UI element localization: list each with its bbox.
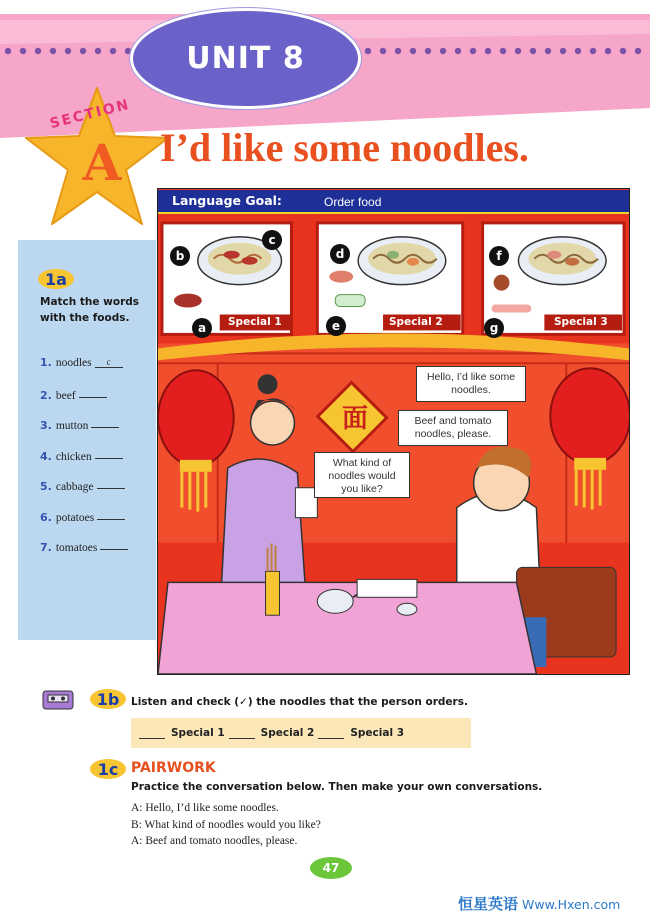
section-label: SECTION — [48, 96, 132, 133]
food-word-item — [40, 448, 150, 479]
noodle-sign-character: 面 — [341, 404, 368, 434]
answer-blank[interactable] — [79, 387, 107, 398]
check-blank-1[interactable] — [139, 728, 165, 739]
menu-letter-f: f — [489, 246, 509, 266]
noodle-bowl-icon — [358, 237, 446, 285]
language-goal-value: Order food — [324, 195, 382, 209]
item-number: 1. — [40, 356, 52, 369]
unit-title: UNIT 8 — [186, 41, 305, 76]
item-number: 5. — [40, 480, 52, 493]
cassette-icon — [42, 690, 74, 710]
watermark-url: Www.Hxen.com — [522, 897, 621, 912]
speech-bubble-hello: Hello, I’d like some noodles. — [416, 366, 526, 402]
food-word-item — [40, 387, 150, 418]
page-number-badge — [310, 857, 352, 879]
item-number: 3. — [40, 419, 52, 432]
food-word-item — [40, 509, 150, 540]
food-word: cabbage — [55, 481, 94, 493]
answer-blank[interactable] — [97, 509, 125, 520]
exercise-1b-badge — [88, 688, 128, 710]
food-word-item — [40, 356, 150, 387]
item-number: 6. — [40, 510, 52, 524]
answer-blank[interactable]: c — [95, 357, 123, 368]
pairwork-heading: PAIRWORK — [131, 760, 216, 776]
answer-blank[interactable] — [100, 539, 128, 550]
food-word: chicken — [55, 450, 92, 463]
answer-blank[interactable] — [95, 448, 123, 459]
food-word-item — [40, 539, 150, 570]
section-letter: A — [82, 133, 122, 192]
exercise-1c-label: 1c — [97, 760, 119, 779]
item-number: 2. — [40, 388, 52, 402]
food-word: mutton — [55, 420, 89, 432]
option-special-2: Special 2 — [260, 727, 315, 739]
conversation-list — [131, 802, 531, 852]
menu-caption-special-2: Special 2 — [389, 316, 443, 328]
page-title: I’d like some noodles. — [160, 125, 529, 170]
conversation-line: B: What kind of noodles would you like? — [131, 818, 321, 831]
item-number: 4. — [40, 449, 52, 463]
conversation-line: A: Hello, I’d like some noodles. — [131, 802, 279, 814]
menu-caption-special-1: Special 1 — [228, 316, 282, 328]
noodle-bowl-icon — [518, 237, 606, 285]
exercise-1a-label: 1a — [45, 270, 67, 289]
menu-letter-d: d — [330, 244, 350, 264]
food-word: beef — [55, 389, 76, 402]
chopsticks-icon — [266, 571, 280, 615]
food-word-item — [40, 478, 150, 509]
restaurant-illustration — [157, 188, 630, 675]
menu-letter-b: b — [170, 246, 190, 266]
menu-letter-c: c — [262, 230, 282, 250]
conversation-line: A: Beef and tomato noodles, please. — [131, 835, 298, 847]
menu-letter-a: a — [192, 318, 212, 338]
exercise-1b-instruction: Listen and check (✓) the noodles that the person orders. — [131, 696, 468, 708]
page-number: 47 — [322, 861, 340, 875]
answer-blank[interactable] — [91, 417, 119, 428]
language-goal-label: Language Goal: — [172, 193, 282, 208]
option-special-3: Special 3 — [350, 727, 405, 739]
watermark-brand: 恒星英语 — [458, 895, 519, 913]
option-special-1: Special 1 — [171, 727, 225, 739]
food-word-item — [40, 417, 150, 448]
exercise-1c-badge — [88, 758, 128, 780]
check-blank-3[interactable] — [318, 728, 344, 739]
exercise-1a-instruction: Match the words with the foods. — [40, 296, 140, 324]
speech-bubble-beef: Beef and tomato noodles, please. — [398, 410, 508, 446]
watermark — [458, 893, 620, 911]
food-word: potatoes — [55, 511, 95, 524]
exercise-1a-badge — [36, 268, 76, 290]
food-word: noodles — [55, 357, 92, 369]
exercise-1b-label: 1b — [96, 690, 120, 709]
menu-letter-g: g — [484, 318, 504, 338]
item-number: 7. — [40, 541, 52, 554]
answer-blank[interactable] — [97, 478, 125, 489]
food-word-list — [40, 356, 150, 570]
exercise-1b-options — [131, 718, 471, 748]
menu-letter-e: e — [326, 316, 346, 336]
food-word: tomatoes — [55, 542, 98, 554]
speech-bubble-what-kind: What kind of noodles would you like? — [314, 452, 410, 498]
menu-caption-special-3: Special 3 — [554, 316, 608, 328]
check-blank-2[interactable] — [229, 728, 255, 739]
exercise-1c-instruction: Practice the conversation below. Then make your own conversations. — [131, 781, 543, 793]
